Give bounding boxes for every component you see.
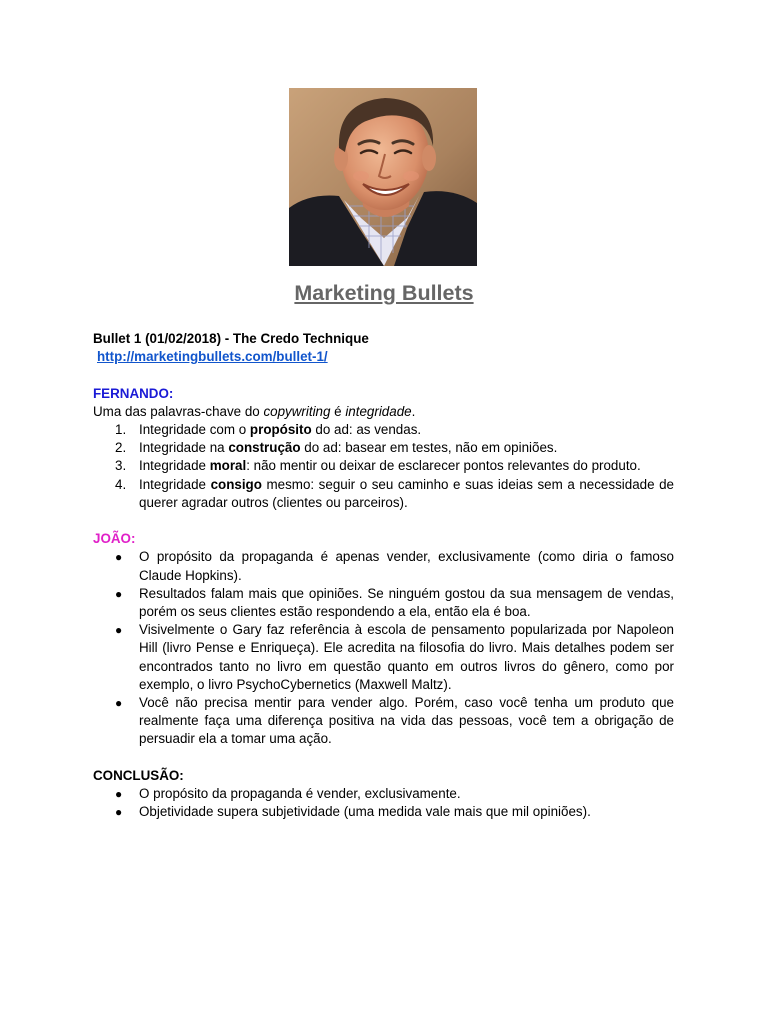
bullet-heading: Bullet 1 (01/02/2018) - The Credo Technique xyxy=(93,331,369,346)
bullet-dot: ● xyxy=(115,550,123,565)
list-item xyxy=(93,785,674,803)
item-text: Integridade xyxy=(139,476,211,492)
item-text: O propósito da propaganda é vender, exclusivamente. xyxy=(139,786,461,802)
joao-list xyxy=(93,548,674,748)
bullet-dot: ● xyxy=(115,787,123,802)
item-text: Objetividade supera subjetividade (uma medida vale mais que mil opiniões). xyxy=(139,804,591,820)
spacer xyxy=(93,749,674,767)
document-body xyxy=(93,330,674,821)
list-number: 1. xyxy=(115,422,127,437)
item-text: Você não precisa mentir para vender algo. Porém, caso você tenha um produto que realmente faça uma diferença positiva na vida das pessoas, você tem a obrigação de persuadir ela a tomar uma ação. xyxy=(139,695,674,747)
intro-text: é xyxy=(330,403,346,419)
list-item xyxy=(93,803,674,821)
list-item xyxy=(93,548,674,584)
document-title: Marketing Bullets xyxy=(294,281,474,305)
spacer xyxy=(93,366,674,384)
item-text: Integridade xyxy=(139,458,210,474)
item-text: Integridade com o xyxy=(139,422,250,437)
list-number: 3. xyxy=(115,458,127,474)
item-text: Visivelmente o Gary faz referência à escola de pensamento popularizada por Napoleon Hill (livro Pense e Enriqueça). Ele acredita na filosofia do livro. Mais detalhes podem ser encontrados tanto no livro em questão quanto em outros livros do gênero, como por exemplo, o livro PsychoCybernetics (Maxwell Maltz). xyxy=(139,622,674,692)
item-text: Resultados falam mais que opiniões. Se ninguém gostou da sua mensagem de vendas, porém os seus clientes estão respondendo a ela, então ela é boa. xyxy=(139,585,674,620)
intro-emphasis-integridade: integridade xyxy=(345,403,412,419)
list-item xyxy=(93,476,674,512)
item-text: mesmo: seguir o seu caminho e suas ideias sem a necessidade de querer agradar outros (clientes ou parceiros). xyxy=(139,476,674,510)
list-number: 4. xyxy=(115,476,127,492)
item-bold: propósito xyxy=(249,422,312,437)
item-bold: construção xyxy=(228,440,301,456)
item-text: do ad: basear em testes, não em opiniões. xyxy=(300,440,558,456)
fernando-list xyxy=(93,421,674,512)
bullet-dot: ● xyxy=(115,805,123,820)
fernando-heading: FERNANDO: xyxy=(93,385,174,401)
item-bold: moral xyxy=(209,458,247,474)
bullet-dot: ● xyxy=(115,623,123,638)
joao-heading: JOÃO: xyxy=(93,531,136,547)
list-item xyxy=(93,439,674,457)
list-item xyxy=(93,457,674,475)
bullet-dot: ● xyxy=(115,586,123,601)
list-item xyxy=(93,621,674,694)
bullet-dot: ● xyxy=(115,696,123,711)
intro-text: Uma das palavras-chave do xyxy=(93,403,264,419)
intro-emphasis-copywriting: copywriting xyxy=(263,403,331,419)
conclusao-list xyxy=(93,785,674,821)
list-number: 2. xyxy=(115,440,127,456)
author-photo xyxy=(289,88,477,266)
list-item xyxy=(93,585,674,621)
intro-text: . xyxy=(411,403,416,419)
item-text: Integridade na xyxy=(139,440,229,456)
item-text: : não mentir ou deixar de esclarecer pontos relevantes do produto. xyxy=(246,458,641,474)
spacer xyxy=(93,512,674,530)
list-item xyxy=(93,421,674,439)
conclusao-heading: CONCLUSÃO: xyxy=(93,767,184,783)
bullet-link[interactable]: http://marketingbullets.com/bullet-1/ xyxy=(97,349,328,365)
item-text: O propósito da propaganda é apenas vender, exclusivamente (como diria o famoso Claude Hopkins). xyxy=(139,549,674,583)
item-text: do ad: as vendas. xyxy=(311,422,422,437)
fernando-intro xyxy=(93,403,674,421)
item-bold: consigo xyxy=(210,476,262,492)
list-item xyxy=(93,694,674,749)
